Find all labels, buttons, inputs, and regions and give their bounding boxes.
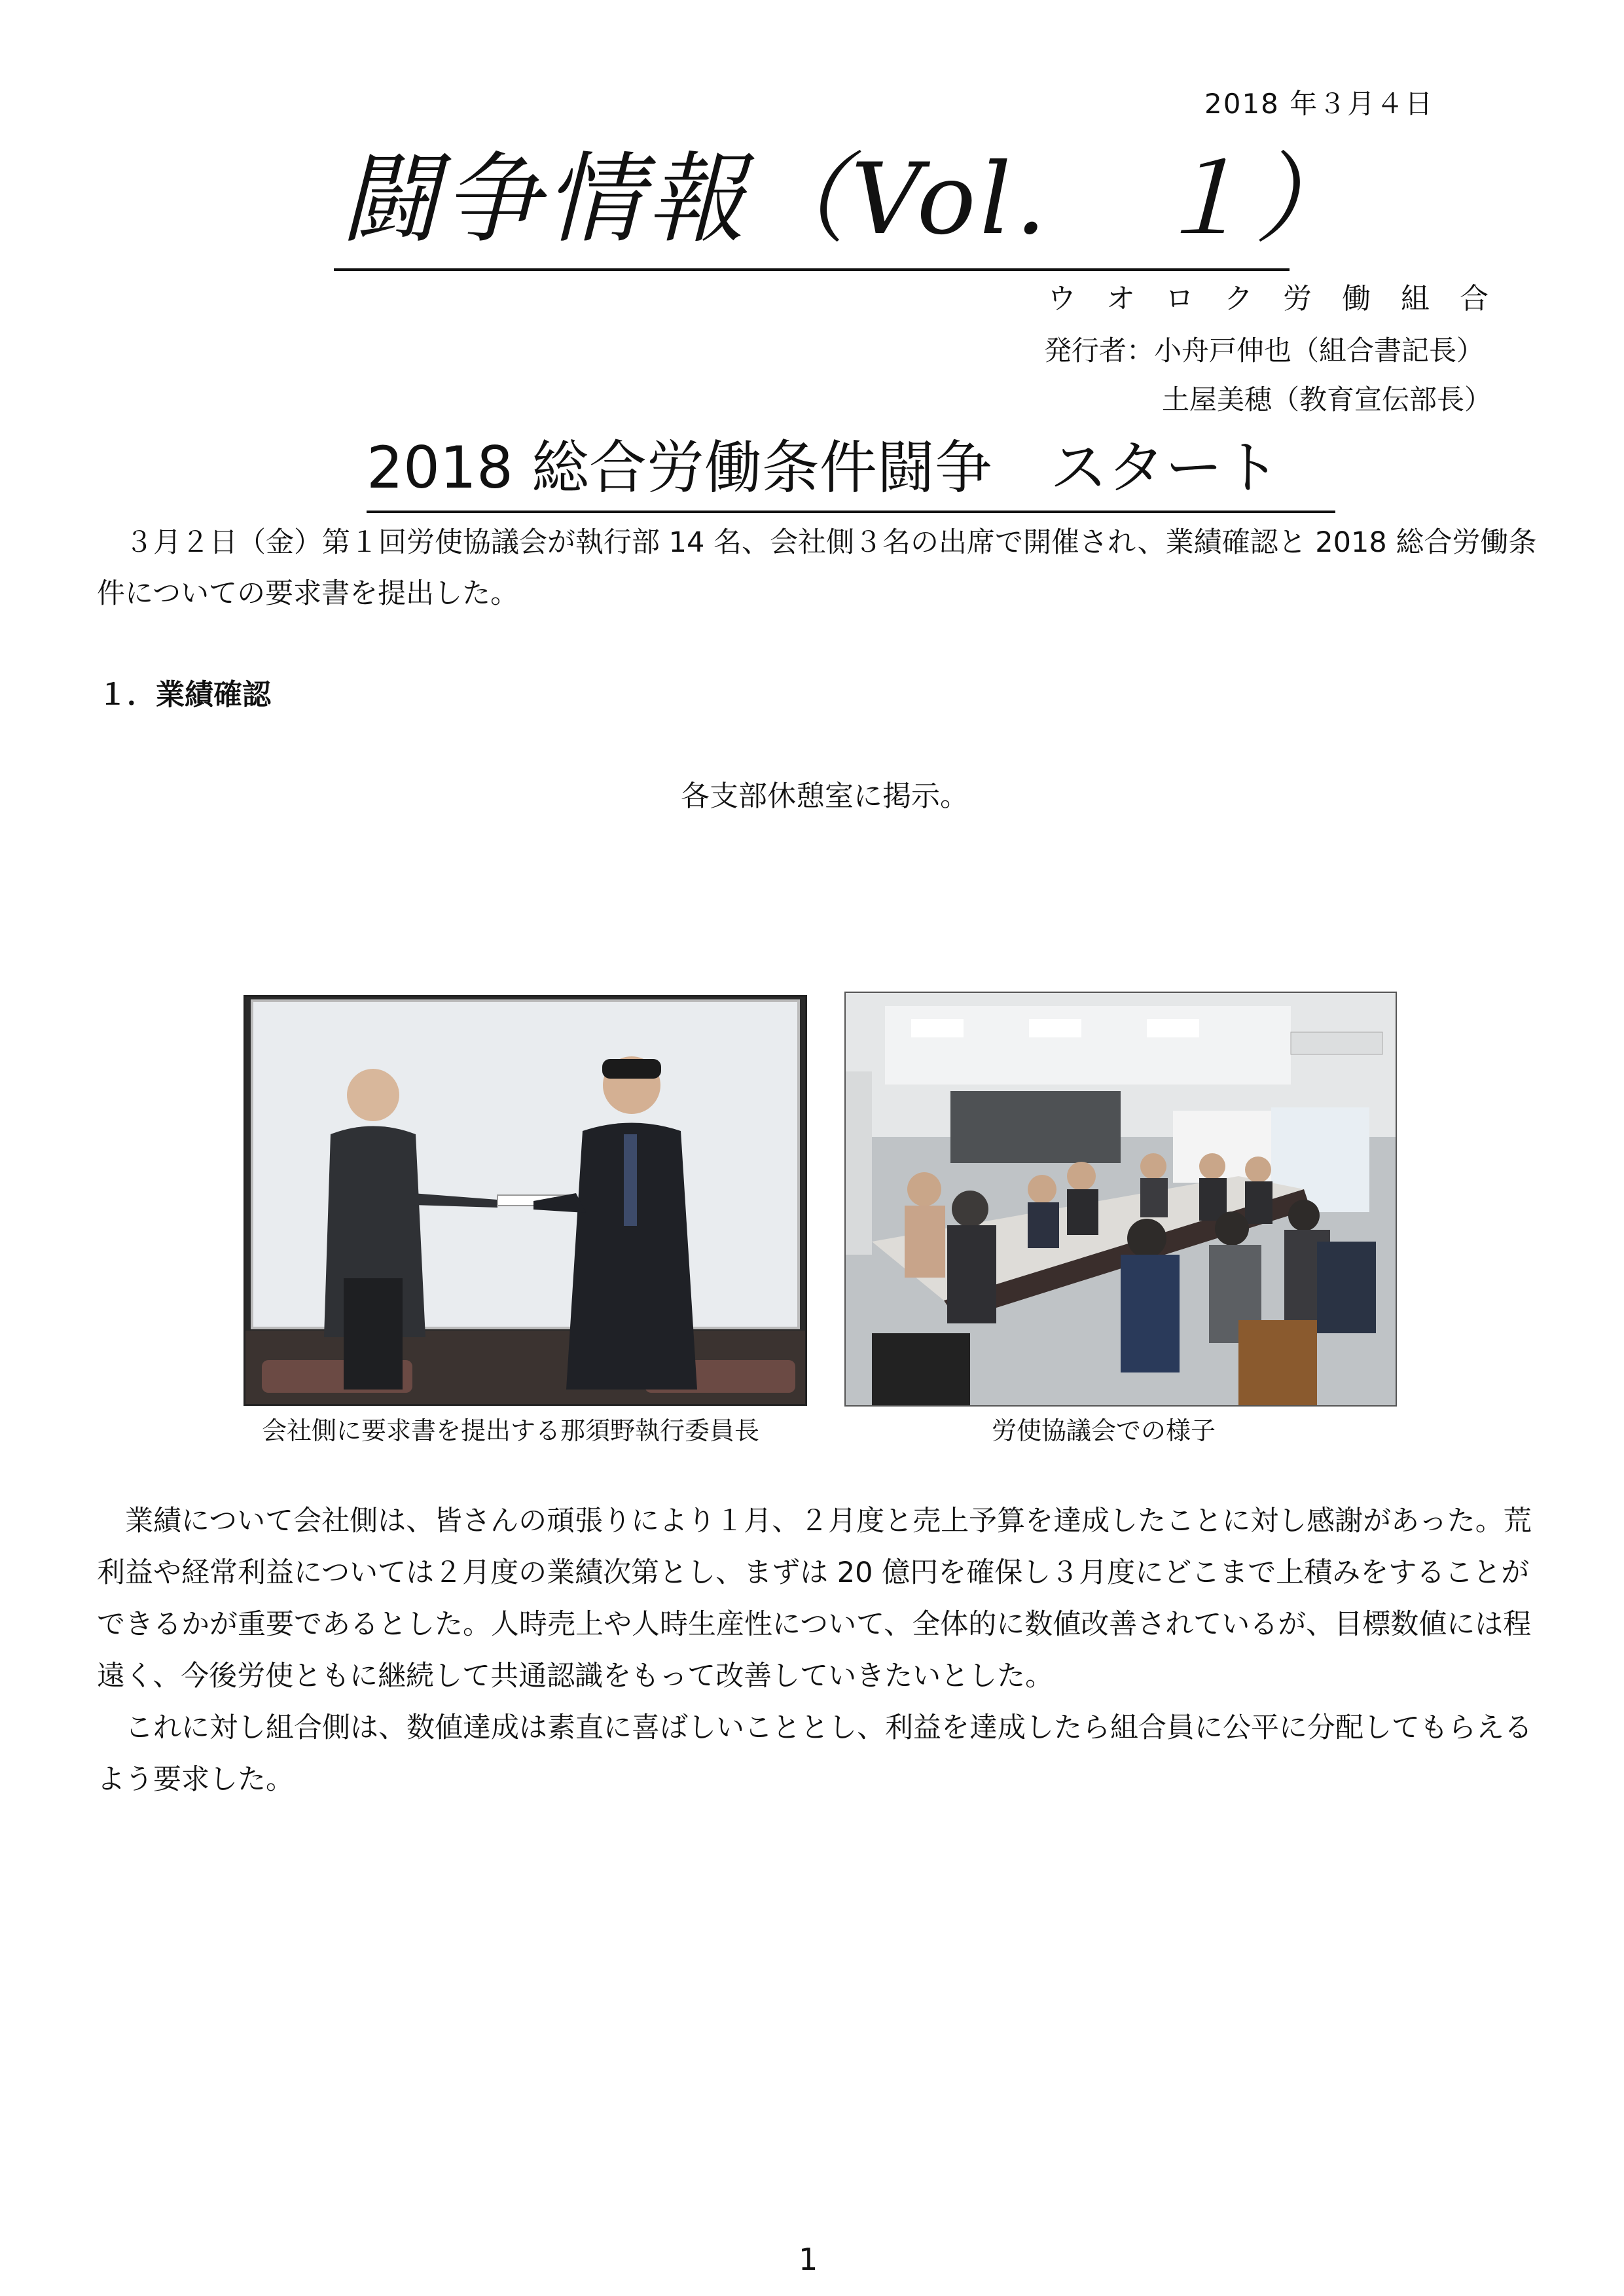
photo-meeting-caption: 労使協議会での様子 [992, 1416, 1216, 1445]
body-paragraph-2: これに対し組合側は、数値達成は素直に喜ばしいこととし、利益を達成したら組合員に公平に分配してもらえるよう要求した。 [97, 1712, 1532, 1796]
issuer-line-1: 発行者：小舟戸伸也（組合書記長） [1044, 334, 1485, 367]
page-number: 1 [799, 2242, 818, 2277]
photo-handover [244, 995, 807, 1406]
intro-paragraph: ３月２日（金）第１回労使協議会が執行部 14 名、会社側３名の出席で開催され、業績確認と 2018 総合労働条件についての要求書を提出した。 [97, 526, 1537, 610]
photo-handover-image [245, 997, 805, 1404]
body-paragraph-1: 業績について会社側は、皆さんの頑張りにより１月、２月度と売上予算を達成したことに対し感謝があった。荒利益や経常利益については２月度の業績次第とし、まずは 20 億円を確保し３月度にどこまで上積みをすることができるかが重要であるとした。人時売上や人時生産性について、全体的に数値改善されているが、目標数値には程遠く、今後労使ともに継続して共通認識をもって改善していきたいとした。 [97, 1505, 1532, 1693]
headline-block [367, 432, 1335, 513]
issuer-line-2: 土屋美穂（教育宣伝部長） [1162, 384, 1492, 416]
issue-date: 2018 年３月４日 [1204, 88, 1434, 120]
title-block [334, 137, 1357, 271]
section-heading-performance: １．業績確認 [98, 678, 271, 711]
body-text [97, 1496, 1537, 1806]
organization-name: ウオロク労働組合 [1047, 282, 1519, 315]
photo-meeting [844, 992, 1397, 1407]
posting-note: 各支部休憩室に掲示。 [681, 780, 969, 813]
newsletter-title: 闘争情報（Vol. １） [340, 143, 1357, 257]
photo-meeting-image [846, 993, 1396, 1405]
photo-handover-caption: 会社側に要求書を提出する那須野執行委員長 [262, 1416, 760, 1445]
headline: 2018 総合労働条件闘争 スタート [367, 434, 1280, 501]
